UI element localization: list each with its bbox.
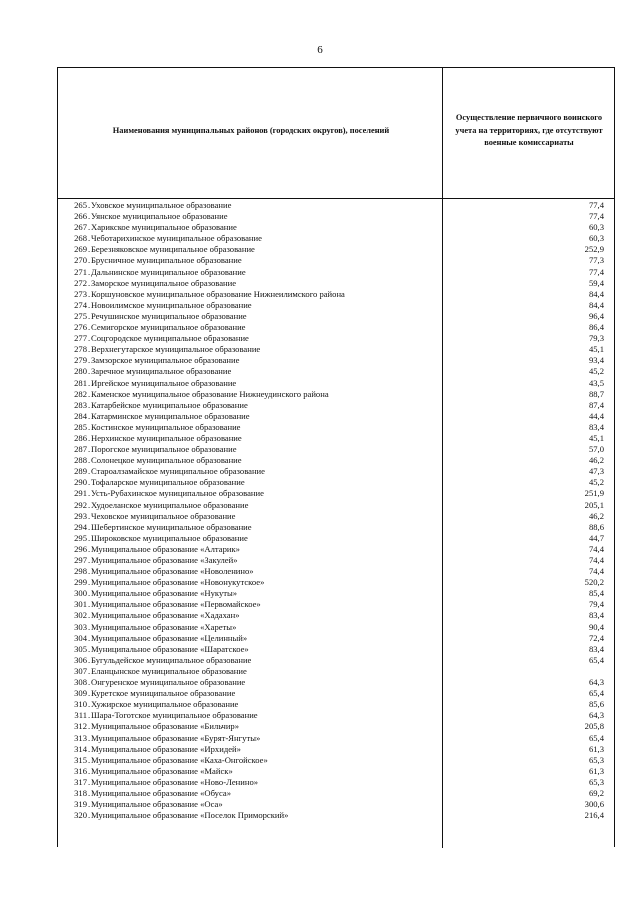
table-row (58, 633, 614, 644)
table-row (58, 255, 614, 266)
row-number-dot: . (88, 577, 91, 588)
table-header (58, 68, 614, 199)
header-value-line: учета на территориях, где отсутствуют (455, 125, 603, 135)
row-name: Чеховское муниципальное образование (91, 510, 236, 521)
row-value: 44,4 (588, 410, 604, 421)
row-name: Муниципальное образование «Ирхидей» (91, 743, 241, 754)
row-name: Катарбейское муниципальное образование (91, 399, 248, 410)
row-value: 72,4 (588, 632, 604, 643)
row-number-dot: . (88, 677, 91, 688)
row-number: 270 (74, 255, 87, 266)
row-name: Муниципальное образование «Бильчир» (91, 721, 240, 732)
table-row (58, 233, 614, 244)
row-value: 251,9 (584, 488, 604, 499)
row-name: Онгуренское муниципальное образование (91, 677, 246, 688)
header-value-line: военные комиссариаты (484, 138, 574, 147)
row-number-dot: . (88, 432, 91, 443)
table-row (58, 733, 614, 744)
row-value: 43,5 (588, 377, 604, 388)
row-name: Костинское муниципальное образование (91, 421, 241, 432)
row-number-dot: . (88, 310, 91, 321)
row-number-dot: . (88, 787, 91, 798)
row-number: 290 (74, 477, 87, 488)
row-value: 65,4 (588, 732, 604, 743)
row-number-dot: . (88, 665, 91, 676)
row-number-dot: . (88, 510, 91, 521)
row-value: 65,3 (588, 776, 604, 787)
table-row (58, 744, 614, 755)
row-name: Верхнегутарское муниципальное образование (91, 344, 261, 355)
table-row (58, 322, 614, 333)
row-number: 267 (74, 222, 87, 233)
row-value: 74,4 (588, 543, 604, 554)
table-body (58, 200, 614, 821)
table-row (58, 411, 614, 422)
row-name: Уянское муниципальное образование (91, 211, 228, 222)
table-row (58, 644, 614, 655)
row-number: 310 (74, 699, 87, 710)
row-number-dot: . (88, 621, 91, 632)
row-name: Тофаларское муниципальное образование (91, 477, 245, 488)
table-row (58, 466, 614, 477)
row-number: 279 (74, 355, 87, 366)
row-name: Муниципальное образование «Нукуты» (91, 588, 238, 599)
row-name: Шебертинское муниципальное образование (91, 521, 252, 532)
row-number: 297 (74, 555, 87, 565)
row-number: 311 (74, 710, 87, 721)
row-name: Муниципальное образование «Ново-Ленино» (91, 776, 259, 787)
page-number: 6 (317, 44, 323, 56)
table-row (58, 278, 614, 289)
row-number-dot: . (88, 211, 91, 222)
table-row (58, 810, 614, 821)
row-number: 320 (74, 810, 87, 821)
row-number-dot: . (88, 555, 91, 565)
table-row (58, 522, 614, 533)
row-value: 74,4 (588, 566, 604, 577)
row-number-dot: . (88, 543, 91, 554)
row-name: Муниципальное образование «Хареты» (91, 621, 237, 632)
row-number: 293 (74, 510, 87, 521)
row-number-dot: . (88, 754, 91, 765)
row-value: 45,1 (588, 432, 604, 443)
row-value: 88,7 (588, 388, 604, 399)
table-row (58, 777, 614, 788)
table-row (58, 788, 614, 799)
row-number-dot: . (88, 255, 91, 266)
row-number: 299 (74, 577, 87, 588)
row-name: Муниципальное образование «Алтарик» (91, 543, 240, 554)
row-number: 318 (74, 787, 87, 798)
row-number: 266 (74, 211, 87, 222)
row-number: 317 (74, 776, 87, 787)
row-value: 45,2 (588, 366, 604, 377)
row-number-dot: . (88, 222, 91, 233)
row-number-dot: . (88, 732, 91, 743)
row-value: 85,4 (588, 588, 604, 599)
row-name: Солонецкое муниципальное образование (91, 455, 242, 466)
row-value: 65,3 (588, 754, 604, 765)
row-number-dot: . (88, 477, 91, 488)
row-name: Худоеланское муниципальное образование (91, 499, 249, 510)
row-number-dot: . (88, 399, 91, 410)
row-name: Бугульдейское муниципальное образование (91, 654, 252, 665)
row-number: 285 (74, 421, 87, 432)
row-number: 315 (74, 754, 87, 765)
row-number-dot: . (88, 810, 91, 821)
row-value: 77,4 (588, 200, 604, 210)
table-row (58, 533, 614, 544)
row-number: 274 (74, 299, 87, 310)
row-number-dot: . (88, 200, 91, 210)
table-row (58, 577, 614, 588)
row-number: 269 (74, 244, 87, 255)
table-row (58, 344, 614, 355)
row-name: Муниципальное образование «Новоленино» (91, 566, 254, 577)
table-row (58, 488, 614, 499)
row-number: 305 (74, 643, 87, 654)
row-number-dot: . (88, 333, 91, 344)
row-number: 294 (74, 521, 87, 532)
table-row (58, 755, 614, 766)
table-row (58, 599, 614, 610)
table-row (58, 610, 614, 621)
row-name: Муниципальное образование «Хадахан» (91, 610, 240, 621)
table-row (58, 300, 614, 311)
table-row (58, 244, 614, 255)
row-number-dot: . (88, 355, 91, 366)
row-number: 268 (74, 233, 87, 244)
row-number: 283 (74, 399, 87, 410)
row-number-dot: . (88, 488, 91, 499)
row-value: 84,4 (588, 299, 604, 310)
table-row (58, 721, 614, 732)
row-name: Староалзамайское муниципальное образование (91, 466, 265, 477)
row-number-dot: . (88, 776, 91, 787)
table-row (58, 588, 614, 599)
row-number-dot: . (88, 322, 91, 333)
row-number: 296 (74, 543, 87, 554)
row-number: 289 (74, 466, 87, 477)
row-value: 90,4 (588, 621, 604, 632)
row-value: 60,3 (588, 233, 604, 244)
row-name: Березняковское муниципальное образование (91, 244, 255, 255)
row-name: Муниципальное образование «Целинный» (91, 632, 248, 643)
row-name: Муниципальное образование «Обуса» (91, 787, 231, 798)
row-number: 312 (74, 721, 87, 732)
row-value: 69,2 (588, 787, 604, 798)
row-number: 298 (74, 566, 87, 577)
row-name: Муниципальное образование «Новонукутское» (91, 577, 265, 588)
table-row (58, 211, 614, 222)
row-name: Шара-Тоготское муниципальное образование (91, 710, 258, 721)
table-row (58, 544, 614, 555)
row-value: 83,4 (588, 643, 604, 654)
row-name: Новоилимское муниципальное образование (91, 299, 252, 310)
table-row (58, 389, 614, 400)
row-number-dot: . (88, 366, 91, 377)
row-number-dot: . (88, 410, 91, 421)
row-number: 300 (74, 588, 87, 599)
row-value: 85,6 (588, 699, 604, 710)
table-row (58, 355, 614, 366)
row-number-dot: . (88, 299, 91, 310)
row-number-dot: . (88, 654, 91, 665)
table-row (58, 766, 614, 777)
table-row (58, 477, 614, 488)
row-number-dot: . (88, 599, 91, 610)
row-number-dot: . (88, 377, 91, 388)
row-number: 295 (74, 532, 87, 543)
table-row (58, 378, 614, 389)
row-value: 300,6 (584, 799, 604, 810)
table-row (58, 200, 614, 211)
row-number-dot: . (88, 521, 91, 532)
row-number: 309 (74, 688, 87, 699)
row-number-dot: . (88, 699, 91, 710)
row-name: Широковское муниципальное образование (91, 532, 248, 543)
row-number-dot: . (88, 233, 91, 244)
row-name: Муниципальное образование «Каха-Онгойское» (91, 754, 268, 765)
row-number: 282 (74, 388, 87, 399)
row-number-dot: . (88, 455, 91, 466)
row-name: Чеботарихинское муниципальное образование (91, 233, 262, 244)
row-number-dot: . (88, 421, 91, 432)
row-number: 319 (74, 799, 87, 810)
row-number: 304 (74, 632, 87, 643)
row-number-dot: . (88, 244, 91, 255)
table-row (58, 400, 614, 411)
row-value: 47,3 (588, 466, 604, 477)
row-name: Хужирское муниципальное образование (91, 699, 239, 710)
row-number: 286 (74, 432, 87, 443)
row-name: Замзорское муниципальное образование (91, 355, 240, 366)
row-number-dot: . (88, 444, 91, 455)
table-row (58, 222, 614, 233)
row-value: 44,7 (588, 532, 604, 543)
row-number: 272 (74, 277, 87, 288)
row-number-dot: . (88, 566, 91, 577)
row-value: 86,4 (588, 322, 604, 333)
table-row (58, 267, 614, 278)
row-number-dot: . (88, 288, 91, 299)
row-number-dot: . (88, 344, 91, 355)
table-row (58, 555, 614, 566)
table-row (58, 799, 614, 810)
table-row (58, 655, 614, 666)
header-value-column (444, 112, 614, 150)
row-value: 46,2 (588, 510, 604, 521)
row-number: 281 (74, 377, 87, 388)
row-value: 205,1 (584, 499, 604, 510)
row-name: Муниципальное образование «Закулей» (91, 555, 238, 565)
row-name: Муниципальное образование «Первомайское» (91, 599, 261, 610)
row-value: 46,2 (588, 455, 604, 466)
row-name: Дальнинское муниципальное образование (91, 266, 246, 277)
row-name: Уховское муниципальное образование (91, 200, 232, 210)
row-name: Муниципальное образование «Майск» (91, 765, 233, 776)
row-value: 77,4 (588, 211, 604, 222)
row-number: 291 (74, 488, 87, 499)
row-name: Еланцынское муниципальное образование (91, 665, 247, 676)
row-value: 87,4 (588, 399, 604, 410)
row-value: 83,4 (588, 610, 604, 621)
row-number: 273 (74, 288, 87, 299)
row-value: 216,4 (584, 810, 604, 821)
header-value-line: Осуществление первичного воинского (455, 113, 603, 122)
table-row (58, 511, 614, 522)
row-number: 277 (74, 333, 87, 344)
row-number-dot: . (88, 466, 91, 477)
row-value: 79,4 (588, 599, 604, 610)
row-name: Харикское муниципальное образование (91, 222, 237, 233)
row-number-dot: . (88, 643, 91, 654)
row-name: Катарминское муниципальное образование (91, 410, 250, 421)
row-number: 314 (74, 743, 87, 754)
row-value: 84,4 (588, 288, 604, 299)
row-value: 45,2 (588, 477, 604, 488)
row-number: 313 (74, 732, 87, 743)
allocation-table (57, 67, 615, 847)
row-number-dot: . (88, 588, 91, 599)
row-number: 307 (74, 665, 87, 676)
table-row (58, 433, 614, 444)
table-row (58, 366, 614, 377)
row-value: 61,3 (588, 743, 604, 754)
row-value: 60,3 (588, 222, 604, 233)
table-row (58, 289, 614, 300)
row-value: 96,4 (588, 310, 604, 321)
row-value: 74,4 (588, 555, 604, 565)
row-value: 205,8 (584, 721, 604, 732)
table-row (58, 500, 614, 511)
row-name: Куретское муниципальное образование (91, 688, 236, 699)
row-name: Речушинское муниципальное образование (91, 310, 247, 321)
row-number-dot: . (88, 388, 91, 399)
row-number-dot: . (88, 721, 91, 732)
row-number: 301 (74, 599, 87, 610)
row-value: 57,0 (588, 444, 604, 455)
row-name: Семигорское муниципальное образование (91, 322, 246, 333)
row-number-dot: . (88, 632, 91, 643)
row-number-dot: . (88, 499, 91, 510)
row-number: 308 (74, 677, 87, 688)
row-value: 77,3 (588, 255, 604, 266)
row-name: Соцгородское муниципальное образование (91, 333, 249, 344)
row-name: Муниципальное образование «Бурят-Янгуты» (91, 732, 261, 743)
row-number: 265 (74, 200, 87, 210)
row-name: Муниципальное образование «Поселок Приморский» (91, 810, 289, 821)
row-number-dot: . (88, 743, 91, 754)
row-value: 64,3 (588, 677, 604, 688)
header-name-column: Наименования муниципальных районов (городских округов), поселений (112, 126, 390, 135)
row-number-dot: . (88, 532, 91, 543)
table-row (58, 455, 614, 466)
row-value: 252,9 (584, 244, 604, 255)
row-name: Муниципальное образование «Оса» (91, 799, 223, 810)
row-number: 288 (74, 455, 87, 466)
row-number-dot: . (88, 710, 91, 721)
row-number-dot: . (88, 610, 91, 621)
row-value: 83,4 (588, 421, 604, 432)
row-number: 302 (74, 610, 87, 621)
row-number: 287 (74, 444, 87, 455)
row-number-dot: . (88, 765, 91, 776)
row-number: 306 (74, 654, 87, 665)
table-row (58, 622, 614, 633)
table-row (58, 666, 614, 677)
table-row (58, 422, 614, 433)
row-number: 275 (74, 310, 87, 321)
row-number-dot: . (88, 799, 91, 810)
row-number: 303 (74, 621, 87, 632)
row-name: Коршуновское муниципальное образование Нижнеилимского района (91, 288, 345, 299)
table-row (58, 710, 614, 721)
row-value: 61,3 (588, 765, 604, 776)
row-number: 284 (74, 410, 87, 421)
row-name: Иргейское муниципальное образование (91, 377, 237, 388)
row-value: 79,3 (588, 333, 604, 344)
row-value: 65,4 (588, 654, 604, 665)
row-number: 276 (74, 322, 87, 333)
row-name: Заморское муниципальное образование (91, 277, 237, 288)
row-name: Каменское муниципальное образование Нижнеудинского района (91, 388, 329, 399)
row-value: 64,3 (588, 710, 604, 721)
table-row (58, 444, 614, 455)
row-name: Брусничное муниципальное образование (91, 255, 242, 266)
table-row (58, 688, 614, 699)
table-row (58, 333, 614, 344)
row-number-dot: . (88, 277, 91, 288)
row-value: 45,1 (588, 344, 604, 355)
table-row (58, 699, 614, 710)
row-number: 271 (74, 266, 87, 277)
row-number: 278 (74, 344, 87, 355)
row-name: Порогское муниципальное образование (91, 444, 237, 455)
table-row (58, 677, 614, 688)
row-name: Муниципальное образование «Шаратское» (91, 643, 249, 654)
row-value: 59,4 (588, 277, 604, 288)
row-value: 65,4 (588, 688, 604, 699)
row-number-dot: . (88, 266, 91, 277)
row-number: 292 (74, 499, 87, 510)
row-name: Усть-Рубахинское муниципальное образование (91, 488, 264, 499)
row-value: 520,2 (584, 577, 604, 588)
table-row (58, 566, 614, 577)
row-number: 280 (74, 366, 87, 377)
row-number: 316 (74, 765, 87, 776)
row-value: 88,6 (588, 521, 604, 532)
row-name: Нерхинское муниципальное образование (91, 432, 242, 443)
row-number-dot: . (88, 688, 91, 699)
table-row (58, 311, 614, 322)
row-name: Заречное муниципальное образование (91, 366, 232, 377)
row-value: 93,4 (588, 355, 604, 366)
row-value: 77,4 (588, 266, 604, 277)
